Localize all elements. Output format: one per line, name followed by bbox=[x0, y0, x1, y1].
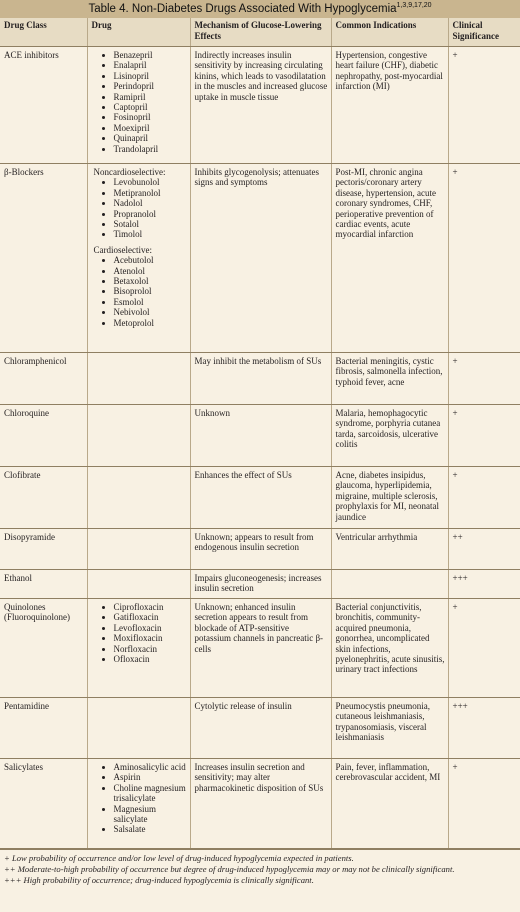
table-row bbox=[0, 529, 520, 570]
table-title-text: Table 4. Non-Diabetes Drugs Associated With Hypoglycemia bbox=[88, 3, 397, 15]
drug-group-label: Cardioselective: bbox=[93, 244, 152, 255]
cell-drug-class: Pentamidine bbox=[0, 698, 87, 759]
drug-list bbox=[92, 177, 187, 239]
footnote: +++ High probability of occurrence; drug-induced hypoglycemia is clinically significant. bbox=[4, 874, 314, 885]
cell-indications: Acne, diabetes insipidus, glaucoma, hyperlipidemia, migraine, multiple sclerosis, prophylaxis for MI, neonatal jaundice bbox=[331, 467, 448, 529]
cell-significance: + bbox=[448, 759, 520, 849]
table-title-refs: 1,3,9,17,20 bbox=[396, 2, 432, 10]
cell-drug bbox=[87, 353, 190, 405]
table-footnotes bbox=[0, 849, 520, 885]
table-row bbox=[0, 570, 520, 599]
drug-item: • Metoprolol bbox=[114, 318, 187, 328]
drug-item: • Timolol bbox=[114, 229, 187, 239]
drug-item: • Levofloxacin bbox=[114, 623, 187, 633]
drug-item: • Aminosalicylic acid bbox=[114, 762, 187, 772]
drug-item: • Acebutolol bbox=[114, 255, 187, 265]
cell-drug bbox=[87, 698, 190, 759]
drug-item: • Magnesium salicylate bbox=[114, 804, 187, 825]
drug-item: • Trandolapril bbox=[114, 144, 187, 154]
cell-indications: Hypertension, congestive heart failure (CHF), diabetic nephropathy, post-myocardial infarction (MI) bbox=[331, 47, 448, 164]
cell-significance: + bbox=[448, 599, 520, 698]
drug-item: • Atenolol bbox=[114, 266, 187, 276]
footnote: + Low probability of occurrence and/or low level of drug-induced hypoglycemia expected in patients. bbox=[4, 853, 354, 863]
cell-drug-class: Quinolones (Fluoroquinolone) bbox=[0, 599, 87, 698]
table-row bbox=[0, 353, 520, 405]
cell-significance: + bbox=[448, 467, 520, 529]
cell-indications: Post-MI, chronic angina pectoris/coronary artery disease, hypertension, acute coronary syndromes, CHF, perioperative prevention of cardiac events, acute myocardial infarction bbox=[331, 164, 448, 353]
drug-table bbox=[0, 18, 520, 849]
drug-item: • Esmolol bbox=[114, 297, 187, 307]
cell-significance: +++ bbox=[448, 570, 520, 599]
cell-indications: Ventricular arrhythmia bbox=[331, 529, 448, 570]
cell-drug bbox=[87, 405, 190, 467]
cell-drug bbox=[87, 599, 190, 698]
cell-significance: + bbox=[448, 164, 520, 353]
cell-mechanism: Impairs gluconeogenesis; increases insulin secretion bbox=[190, 570, 331, 599]
drug-item: • Benazepril bbox=[114, 50, 187, 60]
drug-item: • Quinapril bbox=[114, 133, 187, 143]
cell-drug bbox=[87, 467, 190, 529]
header-indications: Common Indications bbox=[331, 18, 448, 47]
table-title bbox=[0, 0, 520, 18]
cell-indications bbox=[331, 570, 448, 599]
drug-item: • Ramipril bbox=[114, 92, 187, 102]
table-row bbox=[0, 599, 520, 698]
drug-item: • Propranolol bbox=[114, 209, 187, 219]
cell-drug bbox=[87, 570, 190, 599]
drug-item: • Lisinopril bbox=[114, 71, 187, 81]
drug-item: • Norfloxacin bbox=[114, 644, 187, 654]
footnote: ++ Moderate-to-high probability of occurrence but degree of drug-induced hypoglycemia may or may not be clinically significant. bbox=[4, 863, 455, 874]
header-mechanism: Mechanism of Glucose-Lowering Effects bbox=[190, 18, 331, 47]
drug-list bbox=[92, 50, 187, 154]
cell-indications: Pain, fever, inflammation, cerebrovascular accident, MI bbox=[331, 759, 448, 849]
cell-mechanism: May inhibit the metabolism of SUs bbox=[190, 353, 331, 405]
table-row bbox=[0, 405, 520, 467]
drug-item: • Moexipril bbox=[114, 123, 187, 133]
cell-drug-class: β-Blockers bbox=[0, 164, 87, 353]
drug-item: • Aspirin bbox=[114, 772, 187, 782]
drug-item: • Bisoprolol bbox=[114, 286, 187, 296]
cell-drug-class: Clofibrate bbox=[0, 467, 87, 529]
table-row bbox=[0, 759, 520, 849]
drug-item: • Choline magnesium trisalicylate bbox=[114, 783, 187, 804]
cell-mechanism: Increases insulin secretion and sensitivity; may alter pharmacokinetic disposition of SUs bbox=[190, 759, 331, 849]
drug-item: • Ofloxacin bbox=[114, 654, 187, 664]
drug-item: • Salsalate bbox=[114, 824, 187, 834]
drug-item: • Enalapril bbox=[114, 60, 187, 70]
cell-mechanism: Indirectly increases insulin sensitivity by increasing circulating kinins, which leads to vasodilatation in the muscles and increased glucose uptake in muscle tissue bbox=[190, 47, 331, 164]
cell-drug bbox=[87, 164, 190, 353]
cell-drug bbox=[87, 47, 190, 164]
cell-indications: Bacterial conjunctivitis, bronchitis, community-acquired pneumonia, gonorrhea, uncomplicated skin infections, pyelonephritis, acute sinusitis, urinary tract infections bbox=[331, 599, 448, 698]
header-drug: Drug bbox=[87, 18, 190, 47]
cell-drug-class: Chloramphenicol bbox=[0, 353, 87, 405]
drug-item: • Captopril bbox=[114, 102, 187, 112]
drug-item: • Nadolol bbox=[114, 198, 187, 208]
header-drug-class: Drug Class bbox=[0, 18, 87, 47]
table-row bbox=[0, 467, 520, 529]
drug-group-label: Noncardioselective: bbox=[93, 167, 166, 177]
cell-indications: Malaria, hemophagocytic syndrome, porphyria cutanea tarda, sarcoidosis, ulcerative colitis bbox=[331, 405, 448, 467]
drug-item: • Levobunolol bbox=[114, 177, 187, 187]
drug-item: • Sotalol bbox=[114, 219, 187, 229]
cell-drug-class: ACE inhibitors bbox=[0, 47, 87, 164]
cell-significance: +++ bbox=[448, 698, 520, 759]
cell-mechanism: Cytolytic release of insulin bbox=[190, 698, 331, 759]
header-row bbox=[0, 18, 520, 47]
cell-drug bbox=[87, 759, 190, 849]
cell-mechanism: Unknown; enhanced insulin secretion appears to result from blockade of ATP-sensitive potassium channels in pancreatic β-cells bbox=[190, 599, 331, 698]
drug-item: • Gatifloxacin bbox=[114, 612, 187, 622]
drug-item: • Betaxolol bbox=[114, 276, 187, 286]
drug-item: • Metipranolol bbox=[114, 188, 187, 198]
drug-item: • Ciprofloxacin bbox=[114, 602, 187, 612]
drug-item: • Nebivolol bbox=[114, 307, 187, 317]
cell-drug-class: Ethanol bbox=[0, 570, 87, 599]
cell-indications: Bacterial meningitis, cystic fibrosis, salmonella infection, typhoid fever, acne bbox=[331, 353, 448, 405]
drug-list bbox=[92, 602, 187, 664]
cell-significance: + bbox=[448, 405, 520, 467]
cell-drug-class: Disopyramide bbox=[0, 529, 87, 570]
cell-significance: ++ bbox=[448, 529, 520, 570]
cell-mechanism: Enhances the effect of SUs bbox=[190, 467, 331, 529]
cell-significance: + bbox=[448, 353, 520, 405]
cell-mechanism: Inhibits glycogenolysis; attenuates signs and symptoms bbox=[190, 164, 331, 353]
table-row bbox=[0, 698, 520, 759]
table-row bbox=[0, 47, 520, 164]
cell-mechanism: Unknown bbox=[190, 405, 331, 467]
drug-item: • Perindopril bbox=[114, 81, 187, 91]
header-significance: Clinical Significance bbox=[448, 18, 520, 47]
cell-drug-class: Chloroquine bbox=[0, 405, 87, 467]
drug-item: • Moxifloxacin bbox=[114, 633, 187, 643]
cell-indications: Pneumocystis pneumonia, cutaneous leishmaniasis, trypanosomiasis, visceral leishmaniasis bbox=[331, 698, 448, 759]
cell-significance: + bbox=[448, 47, 520, 164]
drug-item: • Fosinopril bbox=[114, 112, 187, 122]
table-row bbox=[0, 164, 520, 353]
drug-list bbox=[92, 762, 187, 835]
cell-drug-class: Salicylates bbox=[0, 759, 87, 849]
cell-drug bbox=[87, 529, 190, 570]
drug-list bbox=[92, 255, 187, 328]
cell-mechanism: Unknown; appears to result from endogenous insulin secretion bbox=[190, 529, 331, 570]
